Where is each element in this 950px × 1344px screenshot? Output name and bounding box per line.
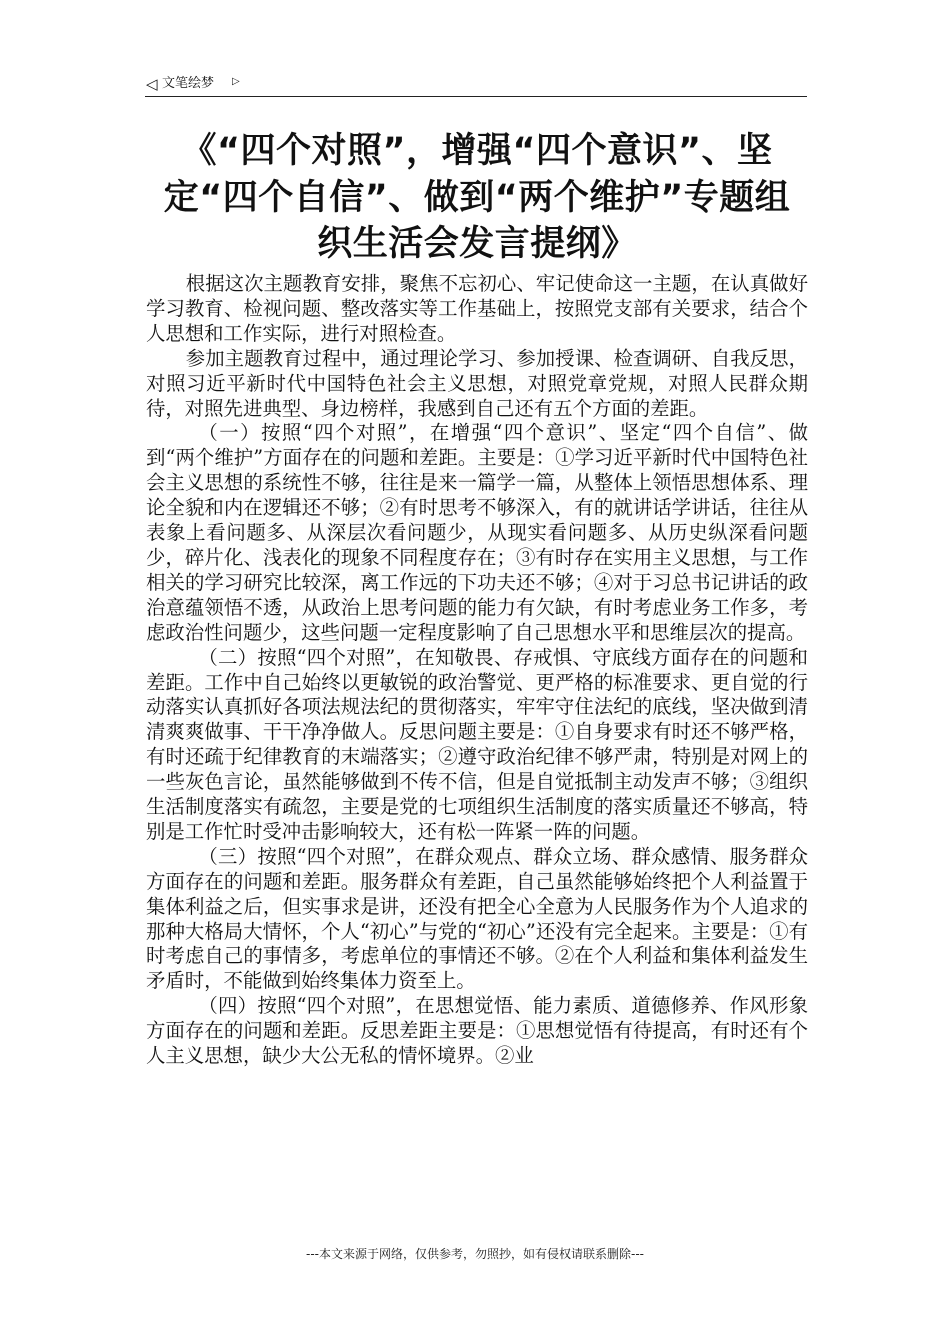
paragraph-section-1: （一）按照“四个对照”，在增强“四个意识”、坚定“四个自信”、做到“两个维护”方面存在的问题和差距。主要是：①学习近平新时代中国特色社会主义思想的系统性不够，往往是来一篇学一篇，从整体上领悟思想体系、理论全貌和内在逻辑还不够；②有时思考不够深入，有的就讲话学讲话，往往从表象上看问题多、从深层次看问题少，从现实看问题多、从历史纵深看问题少，碎片化、浅表化的现象不同程度存在；③有时存在实用主义思想，与工作相关的学习研究比较深，离工作远的下功夫还不够；④对于习总书记讲话的政治意蕴领悟不透，从政治上思考问题的能力有欠缺，有时考虑业务工作多，考虑政治性问题少，这些问题一定程度影响了自己思想水平和思维层次的提高。 — [146, 421, 808, 644]
page-header — [145, 74, 807, 97]
paragraph-section-2: （二）按照“四个对照”，在知敬畏、存戒惧、守底线方面存在的问题和差距。工作中自己始终以更敏锐的政治警觉、更严格的标准要求、更自觉的行动落实认真抓好各项法规法纪的贯彻落实，牢牢守住法纪的底线，坚决做到清清爽爽做事、干干净净做人。反思问题主要是：①自身要求有时还不够严格，有时还疏于纪律教育的末端落实；②遵守政治纪律不够严肃，特别是对网上的一些灰色言论，虽然能够做到不传不信，但是自觉抵制主动发声不够；③组织生活制度落实有疏忽，主要是党的七项组织生活制度的落实质量还不够高，特别是工作忙时受冲击影响较大，还有松一阵紧一阵的问题。 — [146, 645, 808, 843]
page-footer-disclaimer: ---本文来源于网络，仅供参考，勿照抄，如有侵权请联系删除--- — [306, 1247, 644, 1261]
document-body — [146, 272, 808, 1069]
triangle-right-icon: ▷ — [232, 76, 240, 87]
paragraph-overview: 参加主题教育过程中，通过理论学习、参加授课、检查调研、自我反思，对照习近平新时代中国特色社会主义思想，对照党章党规，对照人民群众期待，对照先进典型、身边榜样，我感到自己还有五个方面的差距。 — [146, 346, 808, 420]
paragraph-section-3: （三）按照“四个对照”，在群众观点、群众立场、群众感情、服务群众方面存在的问题和差距。服务群众有差距，自己虽然能够始终把个人利益置于集体利益之后，但实事求是讲，还没有把全心全意为人民服务作为个人追求的那种大格局大情怀，个人“初心”与党的“初心”还没有完全起来。主要是：①有时考虑自己的事情多，考虑单位的事情还不够。②在个人利益和集体利益发生矛盾时，不能做到始终集体力资至上。 — [146, 844, 808, 993]
document-title: 《“四个对照”，增强“四个意识”、坚定“四个自信”、做到“两个维护”专题组织生活会发言提纲》 — [163, 131, 791, 264]
header-brand: 文笔绘梦 — [162, 76, 215, 91]
paragraph-section-4: （四）按照“四个对照”，在思想觉悟、能力素质、道德修养、作风形象方面存在的问题和差距。反思差距主要是：①思想觉悟有待提高，有时还有个人主义思想，缺少大公无私的情怀境界。②业 — [146, 994, 808, 1068]
triangle-left-icon: ◁ — [146, 75, 158, 93]
paragraph-intro: 根据这次主题教育安排，聚焦不忘初心、牢记使命这一主题，在认真做好学习教育、检视问题、整改落实等工作基础上，按照党支部有关要求，结合个人思想和工作实际，进行对照检查。 — [146, 272, 808, 345]
